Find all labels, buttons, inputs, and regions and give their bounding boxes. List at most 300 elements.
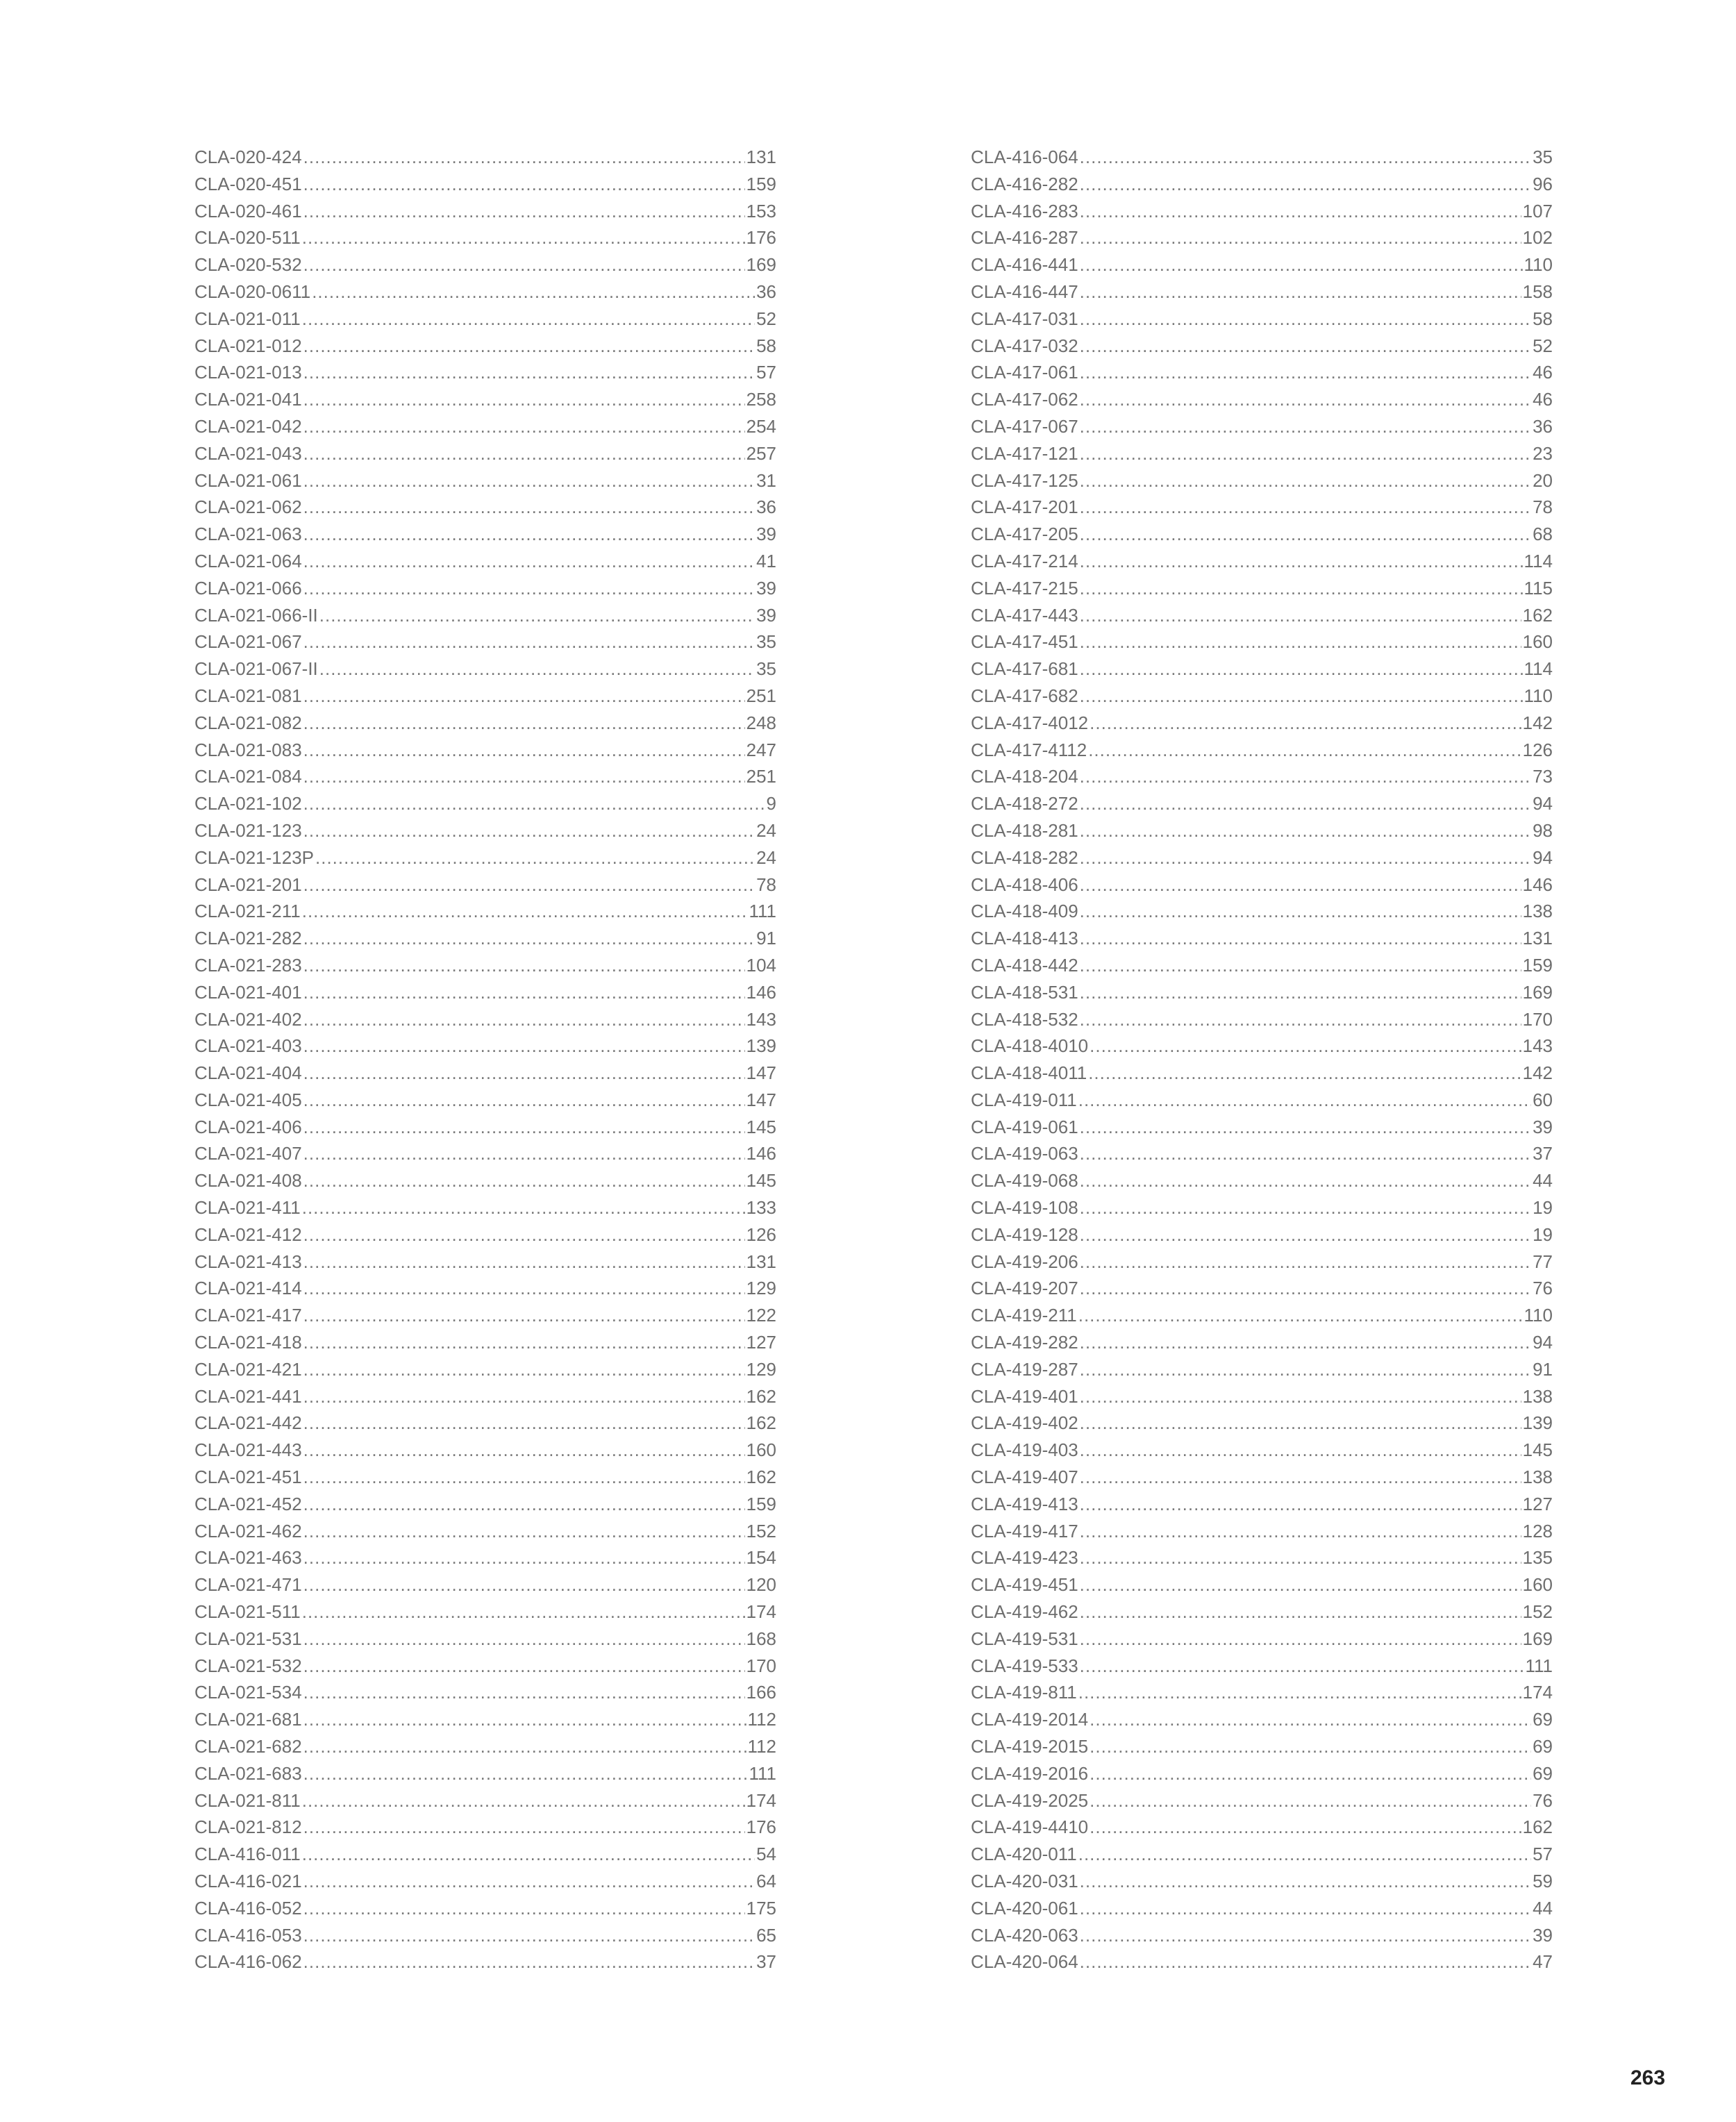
index-entry (194, 359, 776, 386)
entry-page: 37 (756, 1951, 776, 1973)
entry-page: 112 (747, 1736, 776, 1757)
index-entry (971, 898, 1553, 925)
entry-page: 159 (746, 173, 776, 194)
entry-code: CLA-021-463 (194, 1547, 302, 1569)
entry-page: 31 (756, 469, 776, 491)
entry-page: 145 (746, 1170, 776, 1192)
index-entry (194, 952, 776, 979)
entry-page: 102 (1522, 227, 1553, 249)
entry-page: 47 (1533, 1951, 1553, 1973)
dot-leader (303, 144, 745, 171)
index-entry (194, 655, 776, 683)
dot-leader (303, 1868, 755, 1895)
dot-leader (1090, 1787, 1531, 1814)
entry-code: CLA-419-533 (971, 1655, 1078, 1676)
dot-leader (303, 1491, 745, 1518)
entry-page: 104 (746, 954, 776, 976)
dot-leader (302, 1194, 745, 1221)
entry-page: 9 (766, 793, 776, 814)
entry-code: CLA-416-052 (194, 1897, 302, 1919)
entry-page: 19 (1533, 1223, 1553, 1245)
entry-page: 65 (756, 1924, 776, 1946)
dot-leader (303, 1114, 745, 1141)
entry-page: 152 (746, 1520, 776, 1542)
dot-leader (303, 790, 765, 817)
index-entry (194, 1060, 776, 1087)
entry-code: CLA-419-407 (971, 1467, 1078, 1488)
entry-code: CLA-021-282 (194, 928, 302, 949)
entry-page: 146 (746, 981, 776, 1003)
dot-leader (303, 1167, 745, 1194)
entry-page: 154 (746, 1547, 776, 1569)
entry-page: 138 (1522, 901, 1553, 922)
index-entry (194, 979, 776, 1006)
index-entry (971, 1194, 1553, 1221)
entry-code: CLA-419-2016 (971, 1762, 1089, 1784)
entry-code: CLA-021-408 (194, 1170, 302, 1192)
dot-leader (1080, 817, 1531, 844)
dot-leader (1078, 1841, 1531, 1868)
entry-code: CLA-418-4010 (971, 1035, 1089, 1057)
entry-page: 129 (746, 1278, 776, 1299)
index-entry (971, 494, 1553, 521)
index-entry (194, 1410, 776, 1437)
index-entry (971, 1626, 1553, 1653)
entry-code: CLA-419-4410 (971, 1816, 1089, 1838)
index-entry (194, 1598, 776, 1626)
entry-code: CLA-021-081 (194, 685, 302, 706)
entry-code: CLA-021-412 (194, 1223, 302, 1245)
dot-leader (1080, 1518, 1521, 1545)
dot-leader (303, 333, 755, 360)
index-entry (194, 763, 776, 790)
entry-code: CLA-021-403 (194, 1035, 302, 1057)
entry-page: 169 (1522, 981, 1553, 1003)
dot-leader (303, 1733, 746, 1760)
entry-page: 176 (746, 227, 776, 249)
index-entry (971, 602, 1553, 629)
index-entry (971, 1356, 1553, 1383)
index-entry (194, 1006, 776, 1033)
index-entry (194, 737, 776, 764)
entry-page: 145 (746, 1116, 776, 1137)
index-entry (194, 224, 776, 251)
entry-code: CLA-021-411 (194, 1197, 301, 1219)
entry-page: 115 (1524, 577, 1553, 599)
index-entry (194, 790, 776, 817)
entry-page: 175 (746, 1897, 776, 1919)
dot-leader (303, 925, 755, 952)
entry-code: CLA-419-2014 (971, 1709, 1089, 1730)
index-entry (194, 1356, 776, 1383)
entry-code: CLA-417-443 (971, 604, 1078, 626)
index-entry (194, 1895, 776, 1922)
entry-code: CLA-021-451 (194, 1467, 302, 1488)
index-entry (971, 844, 1553, 871)
entry-code: CLA-419-068 (971, 1170, 1078, 1192)
entry-page: 44 (1533, 1170, 1553, 1192)
entry-page: 122 (746, 1305, 776, 1326)
index-entry (194, 1733, 776, 1760)
entry-code: CLA-418-413 (971, 928, 1078, 949)
entry-code: CLA-419-531 (971, 1628, 1078, 1649)
entry-page: 131 (746, 1251, 776, 1272)
index-entry (971, 1922, 1553, 1949)
entry-code: CLA-020-451 (194, 173, 302, 194)
index-entry (194, 898, 776, 925)
entry-code: CLA-021-013 (194, 362, 302, 383)
entry-code: CLA-419-403 (971, 1439, 1078, 1461)
dot-leader (1080, 1626, 1521, 1653)
entry-page: 139 (1522, 1412, 1553, 1434)
index-entry (194, 278, 776, 306)
entry-code: CLA-419-417 (971, 1520, 1078, 1542)
dot-leader (1080, 1491, 1521, 1518)
index-entry (194, 1626, 776, 1653)
entry-page: 139 (746, 1035, 776, 1057)
dot-leader (1080, 790, 1531, 817)
index-entry (971, 655, 1553, 683)
dot-leader (1090, 1706, 1531, 1733)
dot-leader (303, 1706, 746, 1733)
index-entry (971, 1302, 1553, 1329)
entry-code: CLA-419-423 (971, 1547, 1078, 1569)
entry-page: 36 (756, 496, 776, 518)
entry-code: CLA-416-053 (194, 1924, 302, 1946)
entry-page: 19 (1533, 1197, 1553, 1219)
entry-code: CLA-021-417 (194, 1305, 302, 1326)
entry-page: 162 (746, 1385, 776, 1407)
entry-code: CLA-021-082 (194, 712, 302, 733)
dot-leader (303, 1060, 745, 1087)
index-entry (971, 1733, 1553, 1760)
entry-code: CLA-419-811 (971, 1682, 1077, 1703)
index-column-left (194, 144, 776, 1975)
entry-page: 35 (756, 658, 776, 680)
entry-page: 147 (746, 1062, 776, 1084)
dot-leader (303, 1544, 745, 1571)
entry-page: 23 (1533, 442, 1553, 464)
index-entry (971, 1006, 1553, 1033)
index-entry (971, 1760, 1553, 1787)
entry-code: CLA-416-287 (971, 227, 1078, 249)
index-entry (971, 1868, 1553, 1895)
index-entry (971, 1814, 1553, 1841)
entry-code: CLA-417-067 (971, 415, 1078, 437)
index-entry (971, 763, 1553, 790)
index-entry (971, 386, 1553, 413)
index-entry (194, 1814, 776, 1841)
dot-leader (1080, 898, 1521, 925)
entry-code: CLA-021-102 (194, 793, 302, 814)
index-entry (971, 306, 1553, 333)
index-entry (194, 1383, 776, 1410)
entry-code: CLA-417-121 (971, 442, 1078, 464)
index-entry (971, 1464, 1553, 1491)
index-entry (971, 1114, 1553, 1141)
dot-leader (1080, 844, 1531, 871)
entry-page: 35 (1533, 147, 1553, 167)
index-entry (194, 1248, 776, 1276)
dot-leader (303, 575, 755, 602)
index-entry (971, 359, 1553, 386)
index-entry (971, 413, 1553, 440)
entry-page: 138 (1522, 1385, 1553, 1407)
index-entry (971, 1706, 1553, 1733)
index-entry (194, 144, 776, 171)
entry-page: 174 (1522, 1682, 1553, 1703)
index-entry (194, 1922, 776, 1949)
dot-leader (1090, 1760, 1531, 1787)
index-entry (194, 1518, 776, 1545)
index-entry (971, 1571, 1553, 1598)
entry-code: CLA-416-062 (194, 1951, 302, 1973)
index-entry (194, 1760, 776, 1787)
entry-page: 160 (746, 1439, 776, 1461)
entry-code: CLA-020-532 (194, 254, 302, 276)
index-entry (971, 144, 1553, 171)
dot-leader (303, 710, 745, 737)
entry-page: 94 (1533, 793, 1553, 814)
dot-leader (302, 306, 755, 333)
dot-leader (303, 1760, 748, 1787)
dot-leader (1080, 359, 1531, 386)
entry-page: 126 (1522, 739, 1553, 760)
entry-page: 131 (746, 147, 776, 167)
entry-code: CLA-021-211 (194, 901, 301, 922)
entry-page: 257 (746, 442, 776, 464)
dot-leader (303, 1410, 745, 1437)
entry-code: CLA-419-2015 (971, 1736, 1089, 1757)
index-entry (971, 1948, 1553, 1975)
entry-page: 146 (1522, 874, 1553, 895)
entry-page: 166 (746, 1682, 776, 1703)
entry-page: 35 (756, 631, 776, 653)
dot-leader (1080, 521, 1531, 548)
entry-page: 110 (1524, 1305, 1553, 1326)
dot-leader (303, 1087, 745, 1114)
entry-page: 107 (1522, 200, 1553, 222)
dot-leader (303, 979, 745, 1006)
entry-code: CLA-418-406 (971, 874, 1078, 895)
entry-page: 129 (746, 1358, 776, 1380)
dot-leader (303, 440, 745, 467)
entry-code: CLA-417-451 (971, 631, 1078, 653)
entry-page: 57 (756, 362, 776, 383)
entry-page: 44 (1533, 1897, 1553, 1919)
dot-leader (1080, 1868, 1531, 1895)
dot-leader (303, 1626, 745, 1653)
entry-page: 159 (746, 1493, 776, 1514)
entry-page: 46 (1533, 389, 1553, 410)
index-entry (971, 224, 1553, 251)
dot-leader (303, 548, 755, 575)
entry-page: 170 (746, 1655, 776, 1676)
dot-leader (1080, 278, 1521, 306)
index-entry (971, 278, 1553, 306)
entry-page: 76 (1533, 1789, 1553, 1811)
entry-page: 64 (756, 1871, 776, 1891)
index-entry (971, 1275, 1553, 1302)
index-entry (194, 1167, 776, 1194)
entry-page: 133 (746, 1197, 776, 1219)
dot-leader (303, 359, 755, 386)
dot-leader (1080, 144, 1531, 171)
entry-page: 162 (1522, 604, 1553, 626)
index-entry (971, 1060, 1553, 1087)
entry-code: CLA-021-402 (194, 1008, 302, 1030)
dot-leader (1080, 1248, 1531, 1276)
entry-page: 58 (1533, 308, 1553, 329)
entry-page: 169 (746, 254, 776, 276)
entry-page: 143 (1522, 1035, 1553, 1057)
entry-page: 78 (1533, 496, 1553, 518)
index-entry (971, 1087, 1553, 1114)
index-entry (194, 306, 776, 333)
index-entry (194, 1868, 776, 1895)
entry-page: 39 (756, 524, 776, 545)
dot-leader (319, 602, 755, 629)
index-entry (971, 440, 1553, 467)
entry-page: 39 (1533, 1924, 1553, 1946)
dot-leader (303, 1221, 745, 1248)
index-entry (194, 1087, 776, 1114)
entry-code: CLA-021-043 (194, 442, 302, 464)
entry-code: CLA-021-064 (194, 550, 302, 571)
entry-page: 69 (1533, 1762, 1553, 1784)
entry-code: CLA-021-532 (194, 1655, 302, 1676)
index-entry (971, 1329, 1553, 1356)
dot-leader (1080, 1383, 1521, 1410)
dot-leader (1080, 1437, 1521, 1464)
dot-leader (302, 1787, 745, 1814)
dot-leader (303, 952, 745, 979)
entry-code: CLA-419-451 (971, 1574, 1078, 1596)
dot-leader (1080, 1571, 1521, 1598)
index-entry (971, 710, 1553, 737)
entry-page: 169 (1522, 1628, 1553, 1649)
entry-page: 170 (1522, 1008, 1553, 1030)
dot-leader (303, 467, 755, 494)
index-entry (194, 1194, 776, 1221)
dot-leader (303, 1518, 745, 1545)
entry-code: CLA-419-063 (971, 1143, 1078, 1164)
dot-leader (303, 1033, 745, 1060)
entry-page: 94 (1533, 1332, 1553, 1353)
index-entry (971, 1787, 1553, 1814)
dot-leader (1080, 306, 1531, 333)
entry-page: 110 (1524, 254, 1553, 276)
index-entry (194, 1544, 776, 1571)
entry-code: CLA-021-471 (194, 1574, 302, 1596)
dot-leader (303, 1948, 755, 1975)
dot-leader (1080, 1167, 1531, 1194)
dot-leader (303, 1464, 745, 1491)
dot-leader (1078, 1302, 1523, 1329)
dot-leader (1080, 1895, 1531, 1922)
dot-leader (303, 1329, 745, 1356)
entry-page: 39 (756, 604, 776, 626)
index-entry (194, 817, 776, 844)
entry-code: CLA-417-125 (971, 469, 1078, 491)
entry-code: CLA-418-531 (971, 981, 1078, 1003)
entry-page: 60 (1533, 1089, 1553, 1110)
entry-code: CLA-419-206 (971, 1251, 1078, 1272)
index-entry (971, 467, 1553, 494)
entry-code: CLA-417-062 (971, 389, 1078, 410)
entry-page: 46 (1533, 362, 1553, 383)
index-entry (971, 1841, 1553, 1868)
dot-leader (303, 1679, 745, 1706)
entry-page: 91 (1533, 1358, 1553, 1380)
entry-code: CLA-021-123P (194, 846, 314, 868)
entry-code: CLA-419-402 (971, 1412, 1078, 1434)
entry-page: 128 (1522, 1520, 1553, 1542)
entry-code: CLA-021-511 (194, 1601, 301, 1623)
index-entry (194, 602, 776, 629)
index-entry (971, 737, 1553, 764)
entry-page: 54 (756, 1844, 776, 1865)
entry-page: 160 (1522, 1574, 1553, 1596)
entry-code: CLA-021-811 (194, 1789, 301, 1811)
entry-page: 114 (1524, 658, 1553, 680)
entry-page: 162 (1522, 1816, 1553, 1838)
entry-code: CLA-020-511 (194, 227, 301, 249)
dot-leader (1078, 1087, 1531, 1114)
entry-code: CLA-021-682 (194, 1736, 302, 1757)
entry-code: CLA-418-282 (971, 846, 1078, 868)
index-entry (971, 628, 1553, 655)
entry-page: 146 (746, 1143, 776, 1164)
entry-page: 127 (746, 1332, 776, 1353)
entry-code: CLA-417-031 (971, 308, 1078, 329)
dot-leader (1090, 1814, 1521, 1841)
entry-page: 110 (1524, 685, 1553, 706)
entry-code: CLA-419-413 (971, 1493, 1078, 1514)
entry-code: CLA-419-287 (971, 1358, 1078, 1380)
dot-leader (1090, 1033, 1521, 1060)
entry-code: CLA-418-409 (971, 901, 1078, 922)
dot-leader (303, 763, 745, 790)
dot-leader (303, 1437, 745, 1464)
entry-code: CLA-020-424 (194, 147, 302, 167)
index-entry (971, 521, 1553, 548)
entry-code: CLA-021-812 (194, 1816, 302, 1838)
entry-page: 145 (1522, 1439, 1553, 1461)
index-entry (971, 1140, 1553, 1167)
index-entry (194, 198, 776, 225)
index-entry (194, 1275, 776, 1302)
entry-code: CLA-417-4112 (971, 739, 1087, 760)
index-entry (971, 1033, 1553, 1060)
entry-page: 78 (756, 874, 776, 895)
dot-leader (303, 386, 745, 413)
index-entry (971, 333, 1553, 360)
entry-code: CLA-021-067-II (194, 658, 318, 680)
index-entry (194, 1491, 776, 1518)
index-entry (194, 251, 776, 278)
dot-leader (315, 844, 755, 871)
entry-code: CLA-420-031 (971, 1871, 1078, 1891)
index-entry (971, 817, 1553, 844)
index-entry (971, 575, 1553, 602)
index-entry (194, 1653, 776, 1680)
dot-leader (1080, 251, 1523, 278)
entry-code: CLA-419-211 (971, 1305, 1077, 1326)
entry-page: 114 (1524, 550, 1553, 571)
entry-code: CLA-021-011 (194, 308, 301, 329)
entry-code: CLA-021-681 (194, 1709, 302, 1730)
